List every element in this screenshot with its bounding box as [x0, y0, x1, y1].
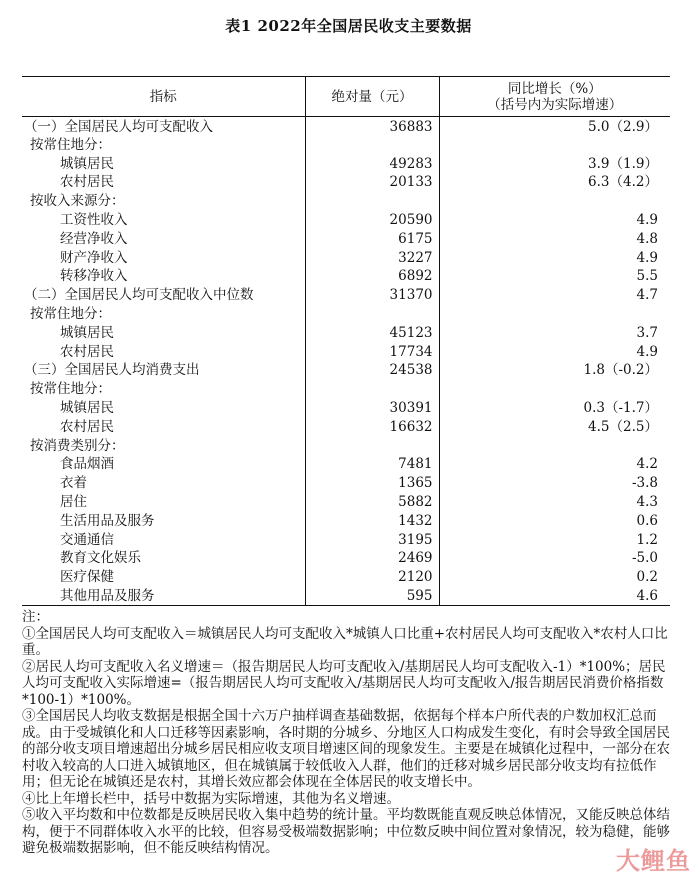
- table-row: [22, 268, 670, 287]
- row-label: 按收入来源分：: [30, 193, 125, 210]
- row-label: 教育文化娱乐: [60, 550, 141, 567]
- watermark-logo: 大鲤鱼: [616, 847, 691, 875]
- table-row: [22, 155, 670, 174]
- row-label: 按消费类别分：: [30, 437, 125, 454]
- row-label: 生活用品及服务: [60, 512, 155, 529]
- table-row: [22, 343, 670, 362]
- header-absolute: 绝对量（元）: [305, 77, 439, 117]
- row-absolute-value: 20133: [305, 174, 439, 193]
- row-label: 城镇居民: [60, 324, 114, 341]
- table-row: [22, 531, 670, 550]
- header-growth-line1: 同比增长（%）: [507, 80, 602, 97]
- row-label: 衣着: [60, 475, 87, 492]
- notes-section: [22, 609, 672, 857]
- row-absolute-value: 6892: [305, 268, 439, 287]
- row-label: 城镇居民: [60, 400, 114, 417]
- row-label: 其他用品及服务: [22, 587, 305, 606]
- table-row: [22, 249, 670, 268]
- row-growth-value: 4.9: [636, 249, 658, 266]
- row-absolute-value: 1365: [305, 474, 439, 493]
- table-row: [22, 117, 670, 137]
- table-row: [22, 136, 670, 155]
- table-row: [22, 399, 670, 418]
- row-growth-value: 4.7: [636, 287, 658, 304]
- row-growth-value: [439, 192, 670, 211]
- row-label: 交通通信: [60, 531, 114, 548]
- row-growth-value: [439, 437, 670, 456]
- table-row: [22, 493, 670, 512]
- row-absolute-value: [305, 136, 439, 155]
- row-label: 食品烟酒: [60, 456, 114, 473]
- table-row: [22, 418, 670, 437]
- row-label: 城镇居民: [60, 155, 114, 172]
- row-absolute-value: 3227: [305, 249, 439, 268]
- row-growth-value: -5.0: [631, 550, 658, 567]
- row-label: 财产净收入: [60, 249, 128, 266]
- row-growth-value: 1.8（-0.2）: [583, 362, 658, 379]
- table-row: [22, 230, 670, 249]
- row-label: 按常住地分：: [30, 306, 111, 323]
- row-growth-value: 3.9（1.9）: [588, 155, 658, 172]
- table-row: [22, 286, 670, 305]
- row-absolute-value: 17734: [305, 343, 439, 362]
- data-table: [22, 76, 670, 606]
- row-growth-value: 6.3（4.2）: [588, 174, 658, 191]
- row-growth-value: 0.3（-1.7）: [583, 400, 658, 417]
- row-absolute-value: 20590: [305, 211, 439, 230]
- row-growth-value: [439, 305, 670, 324]
- note-3: ③全国居民人均收支数据是根据全国十六万户抽样调查基础数据，依据每个样本户所代表的户数加权汇总而成。由于受城镇化和人口迁移等因素影响，各时期的分城乡、分地区人口构成发生变化，有时会导致全国居民的部分收支项目增速超出分城乡居民相应收支项目增速区间的现象发生。主要是在城镇化过程中，一部分在农村收入较高的人口进入城镇地区，但在城镇属于较低收入人群，他们的迁移对城乡居民部分收支均有拉低作用；但无论在城镇还是农村，其增长效应都会体现在全体居民的收支增长中。: [22, 708, 670, 790]
- row-absolute-value: 3195: [305, 531, 439, 550]
- row-label: 居住: [60, 494, 87, 511]
- row-absolute-value: 7481: [305, 456, 439, 475]
- row-growth-value: 4.5（2.5）: [588, 418, 658, 435]
- row-growth-value: 4.3: [636, 494, 658, 511]
- row-growth-value: [439, 380, 670, 399]
- row-absolute-value: 5882: [305, 493, 439, 512]
- table-row: [22, 362, 670, 381]
- table-row: [22, 211, 670, 230]
- row-label: 农村居民: [60, 174, 114, 191]
- table-row: [22, 192, 670, 211]
- row-label: 按常住地分：: [30, 136, 111, 153]
- row-absolute-value: 49283: [305, 155, 439, 174]
- row-absolute-value: [305, 192, 439, 211]
- row-growth-value: -3.8: [631, 475, 658, 492]
- row-growth-value: 4.9: [636, 343, 658, 360]
- row-absolute-value: 2120: [305, 568, 439, 587]
- row-absolute-value: 16632: [305, 418, 439, 437]
- row-absolute-value: [305, 437, 439, 456]
- row-label: 农村居民: [60, 343, 114, 360]
- note-4: ④比上年增长栏中，括号中数据为实际增速，其他为名义增速。: [22, 790, 400, 807]
- note-5: ⑤收入平均数和中位数都是反映居民收入集中趋势的统计量。平均数既能直观反映总体情况，又能反映总体结构，便于不同群体收入水平的比较，但容易受极端数据影响；中位数反映中间位置对象情况，较为稳健，能够避免极端数据影响，但不能反映结构情况。: [22, 807, 670, 856]
- row-label: 农村居民: [60, 418, 114, 435]
- table-row: [22, 456, 670, 475]
- table-row: [22, 380, 670, 399]
- table-title: 表1 2022年全国居民收支主要数据: [225, 17, 472, 35]
- note-heading: 注：: [22, 609, 49, 625]
- row-growth-value: 4.6: [439, 587, 670, 606]
- row-growth-value: 1.2: [636, 531, 658, 548]
- row-absolute-value: 2469: [305, 550, 439, 569]
- table-row: [22, 568, 670, 587]
- row-absolute-value: 31370: [305, 286, 439, 305]
- row-growth-value: 3.7: [636, 324, 658, 341]
- row-label: （三）全国居民人均消费支出: [24, 362, 200, 379]
- row-label: （一）全国居民人均可支配收入: [24, 119, 213, 135]
- row-growth-value: 0.6: [636, 512, 658, 529]
- table-row: [22, 587, 670, 606]
- header-growth: [439, 77, 670, 117]
- table-header-row: [22, 77, 670, 117]
- table-row: [22, 512, 670, 531]
- row-label: （二）全国居民人均可支配收入中位数: [24, 287, 254, 304]
- row-label: 工资性收入: [60, 212, 128, 229]
- row-absolute-value: 24538: [305, 362, 439, 381]
- row-absolute-value: [305, 380, 439, 399]
- row-absolute-value: 6175: [305, 230, 439, 249]
- table-row: [22, 550, 670, 569]
- table-row: [22, 174, 670, 193]
- table-row: [22, 474, 670, 493]
- table-row: [22, 305, 670, 324]
- row-absolute-value: 595: [305, 587, 439, 606]
- row-absolute-value: 30391: [305, 399, 439, 418]
- row-growth-value: 4.8: [636, 230, 658, 247]
- note-2: ②居民人均可支配收入名义增速＝（报告期居民人均可支配收入/基期居民人均可支配收入-1）*100%；居民人均可支配收入实际增速=（报告期居民人均可支配收入/基期居民人均可支配收入/报告期居民消费价格指数*100-1）*100%。: [22, 658, 666, 708]
- row-label: 医疗保健: [60, 569, 114, 586]
- row-absolute-value: [305, 305, 439, 324]
- row-growth-value: 4.2: [636, 456, 658, 473]
- row-absolute-value: 36883: [305, 117, 439, 137]
- table-body: [22, 117, 670, 606]
- row-label: 经营净收入: [60, 230, 128, 247]
- row-growth-value: 5.5: [636, 268, 658, 285]
- header-indicator: 指标: [22, 77, 305, 117]
- row-growth-value: 5.0（2.9）: [588, 119, 658, 135]
- row-growth-value: 0.2: [636, 569, 658, 586]
- table-row: [22, 437, 670, 456]
- row-growth-value: 4.9: [636, 212, 658, 229]
- row-absolute-value: 45123: [305, 324, 439, 343]
- row-growth-value: [439, 136, 670, 155]
- table-row: [22, 324, 670, 343]
- row-absolute-value: 1432: [305, 512, 439, 531]
- row-label: 转移净收入: [60, 268, 128, 285]
- row-label: 按常住地分：: [30, 381, 111, 398]
- header-growth-line2: （括号内为实际增速）: [487, 96, 623, 113]
- note-1: ①全国居民人均可支配收入＝城镇居民人均可支配收入*城镇人口比重+农村居民人均可支配收入*农村人口比重。: [22, 625, 668, 658]
